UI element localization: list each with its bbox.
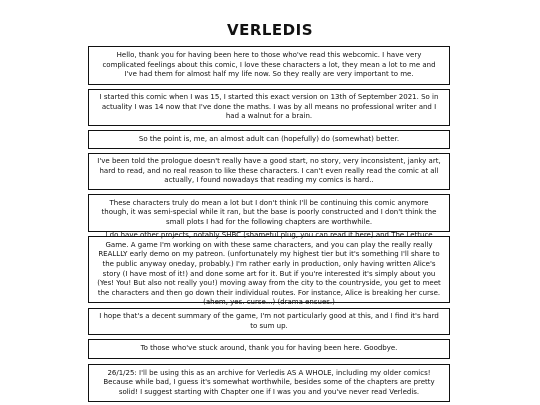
text-box-prologue bbox=[88, 153, 450, 190]
text-box-point bbox=[88, 130, 450, 149]
text-box-discontinue bbox=[88, 194, 450, 232]
paragraph-text: Hello, thank you for having been here to those who've read this webcomic. I have very complicated feelings about this comic, I love these characters a lot, they mean a lot to me and I've had them for almost half my life now. So they really are very important to me. bbox=[102, 51, 436, 79]
paragraph-text: To those who've stuck around, thank you for having been here. Goodbye. bbox=[140, 344, 398, 353]
text-box-other-projects bbox=[88, 231, 450, 307]
paragraph-text: 26/1/25: I'll be using this as an archive for Verledis AS A WHOLE, including my older comics! Because while bad, I guess it's somewhat worthwhile, besides some of the chapters are pretty solid! I suggest starting with Chapter one if I was you and you've never read Verledis. bbox=[103, 368, 435, 396]
text-box-archive-note bbox=[88, 364, 450, 402]
text-box-origin bbox=[88, 89, 450, 126]
paragraph-text: These characters truly do mean a lot but I don't think I'll be continuing this comic anymore though, it was semi-special while it ran, but the base is poorly constructed and I don't think the small plots I had for the following chapters are worthwhile. bbox=[101, 198, 437, 226]
paragraph-text: I hope that's a decent summary of the game, I'm not particularly good at this, and I find it's hard to sum up. bbox=[99, 311, 439, 330]
page-title: VERLEDIS bbox=[226, 21, 314, 39]
paragraph-text: I've been told the prologue doesn't really have a good start, no story, very inconsistent, janky art, hard to read, and no real reason to like these characters. I can't even really read the comic at all actually, I found nowadays that reading my comics is hard.. bbox=[97, 157, 441, 185]
text-box-summary bbox=[88, 308, 450, 335]
paragraph-text: So the point is, me, an almost adult can (hopefully) do (somewhat) better. bbox=[138, 134, 400, 143]
paragraph-text: I started this comic when I was 15, I started this exact version on 13th of September 2021. So in actuality I was 14 now that I've done the maths. I was by all means no professional writer and I had a walnut for a brain. bbox=[99, 93, 439, 121]
text-box-goodbye bbox=[88, 339, 450, 359]
paragraph-text: I do have other projects, notably SHBC (shameful plug, you can read it here) and The Lettuce Game. A game I'm working on with these same characters, and you can play the really really REALLLY early demo on my patreon. (unfortunately my highest tier but it's something I'll share to the public anyway oneday, probably.) I'm rather early in production, only having written Alice's story (I have most of it!) and done some art for it. But if you're interested it's simply about you (Yes! You! But also not really you!) moving away from the city to the countryside, you get to meet the characters and then go down their individual routes. For instance, Alice is breaking her curse. (ahem, yes. curse...) (drama ensues.) bbox=[97, 231, 441, 307]
text-box-intro bbox=[88, 46, 450, 85]
